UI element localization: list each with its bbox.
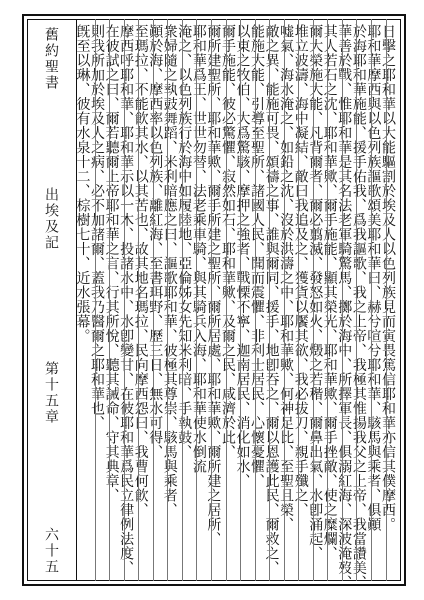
column-rule <box>342 19 343 581</box>
column-rule <box>196 19 197 581</box>
text-column <box>220 24 241 576</box>
chapter-label: 第十五章 <box>43 361 59 425</box>
text-column <box>190 24 211 576</box>
text-column <box>307 24 328 576</box>
text-column <box>365 24 386 576</box>
column-text: 淹之、以色列族行於海中如履陸地、亞倫姊女先知米利暗、手執鼓、 <box>176 24 193 459</box>
column-text: 耶和華摩西與以色列族謳歌頌美耶和華曰、赫兮喧兮耶和華、駭馬與乘者、俱顚 <box>365 24 382 532</box>
column-rule <box>138 19 139 581</box>
column-text: 顚於海、摩西率以色列族、離紅海、至書珥野、歷三日、無水可得、 <box>147 24 164 459</box>
column-text: 爾大榮施大能、凡背爾者、爾必翦滅、發怒如火、燬之若稭、爾鼻出氣、水卽涌起、 <box>307 24 324 561</box>
column-rule <box>313 19 314 581</box>
text-column <box>161 24 182 576</box>
column-rule <box>226 19 227 581</box>
column-text: 耶和華爲王、世世勿替、法老乘車騎、與其騎兵入海、耶和華使水倒流 <box>190 24 207 474</box>
text-column <box>350 24 371 590</box>
text-column <box>147 24 168 576</box>
column-rule <box>386 19 387 581</box>
book-name: 出埃及記 <box>43 187 59 251</box>
column-text: 華善於戰、惟耶和華是其名法老軍騎驚馬、擲於海中、所擇軍長、俱溺紅海、深波淹歿、 <box>336 24 353 590</box>
column-text: 爾手施能、彼必驚懼、寂然如石、耶和華歟、及爾之民、咸濟於此、 <box>220 24 236 459</box>
column-text: 嘘氣、海水淹之、如鉛之沈、沒於洪濤之中、耶和華歟、何神足比、至聖且榮、 <box>278 24 295 532</box>
column-text: 日擊之耶和華以大能驅割於埃及人以色列族見而寅畏篤信耶和華亦信其僕摩西。 <box>380 24 396 532</box>
column-rule <box>269 19 270 581</box>
text-column <box>263 24 284 576</box>
column-rule <box>95 19 96 581</box>
text-column <box>103 24 124 576</box>
column-rule <box>298 19 299 581</box>
text-column <box>278 24 299 576</box>
book-title: 舊約聖書 <box>43 27 59 91</box>
column-text: 旣至以琳、彼有水泉十二、棕樹七十、近水張幕。 <box>74 24 91 343</box>
column-rule <box>284 19 285 581</box>
column-rule <box>124 19 125 581</box>
text-column <box>292 24 313 576</box>
column-rule <box>153 19 154 581</box>
column-rule <box>182 19 183 581</box>
column-text: 爾所建聖所、耶和華歟、爾手所建之聖所、爾所居處、耶和華歟、爾所建之居所、 <box>205 24 222 546</box>
column-text: 於海耶和華施能、援手佑我、爲我謳歌、我之上帝、我極其惟揚我父之上帝、我當讚美、 <box>350 24 367 590</box>
column-text: 以東之牧伯、大爲驚駭、摩押之強者、戰慄不寧、迦南居民、消化如水、 <box>234 24 251 488</box>
text-column <box>205 24 226 576</box>
column-text: 敵之異、能施可畏、頌禱之事、誰與爾同、援手、地卽吞之、爾以恩護此民、爾救之、 <box>263 24 280 575</box>
text-column <box>234 24 255 576</box>
text-column <box>176 24 197 576</box>
column-text: 則我所加於埃及人之病、必不加諸爾、蓋我乃醫爾之耶和華也、 <box>89 24 105 430</box>
column-text: 在彼試之曰、爾若聽爾上帝耶和華之言、行其所悅、聽其誡命、守其典章、 <box>103 24 120 503</box>
column-text: 衆婦隨之執鼓舞蹈、米利暗應之曰、謳歌耶和華、彼極其尊崇、駭馬與乘者、 <box>161 24 178 517</box>
column-rule <box>356 19 357 581</box>
column-text: 摩西呼耶和華、耶和華示以一木、投諸水中、水卽變甘、在彼耶和華爲民立律例法度、 <box>118 24 135 575</box>
column-rule <box>167 19 168 581</box>
text-column <box>118 24 139 576</box>
column-text: 能施大能、引導至聖所、諸國人民、聞而震懼、非利士居民、心懷憂懼、 <box>249 24 265 488</box>
text-column <box>321 24 342 576</box>
column-text: 堆立波濤、海中凝結、敵曰我追及之、獲貨以饜其欲、我必拔刀、親手殲之、 <box>292 24 309 517</box>
text-column <box>89 24 110 576</box>
text-column <box>249 24 270 576</box>
page-gutter <box>27 19 77 581</box>
text-column <box>380 24 401 576</box>
text-column <box>336 24 357 590</box>
text-column <box>132 24 153 576</box>
column-text: 至瑪拉、不能飮其水、以其苦也、故其地名瑪拉、民向摩西怨曰、我曹何飮、 <box>132 24 149 517</box>
column-rule <box>211 19 212 581</box>
column-rule <box>327 19 328 581</box>
column-rule <box>371 19 372 581</box>
column-rule <box>109 19 110 581</box>
text-column <box>74 24 95 576</box>
column-rule <box>255 19 256 581</box>
column-rule <box>240 19 241 581</box>
page-number: 六十五 <box>43 527 59 575</box>
column-text: 其人若石之沈、耶和華歟、爾手施能、顯其榮光、耶和華歟、爾手挫敵、使之糜爛、 <box>321 24 338 561</box>
